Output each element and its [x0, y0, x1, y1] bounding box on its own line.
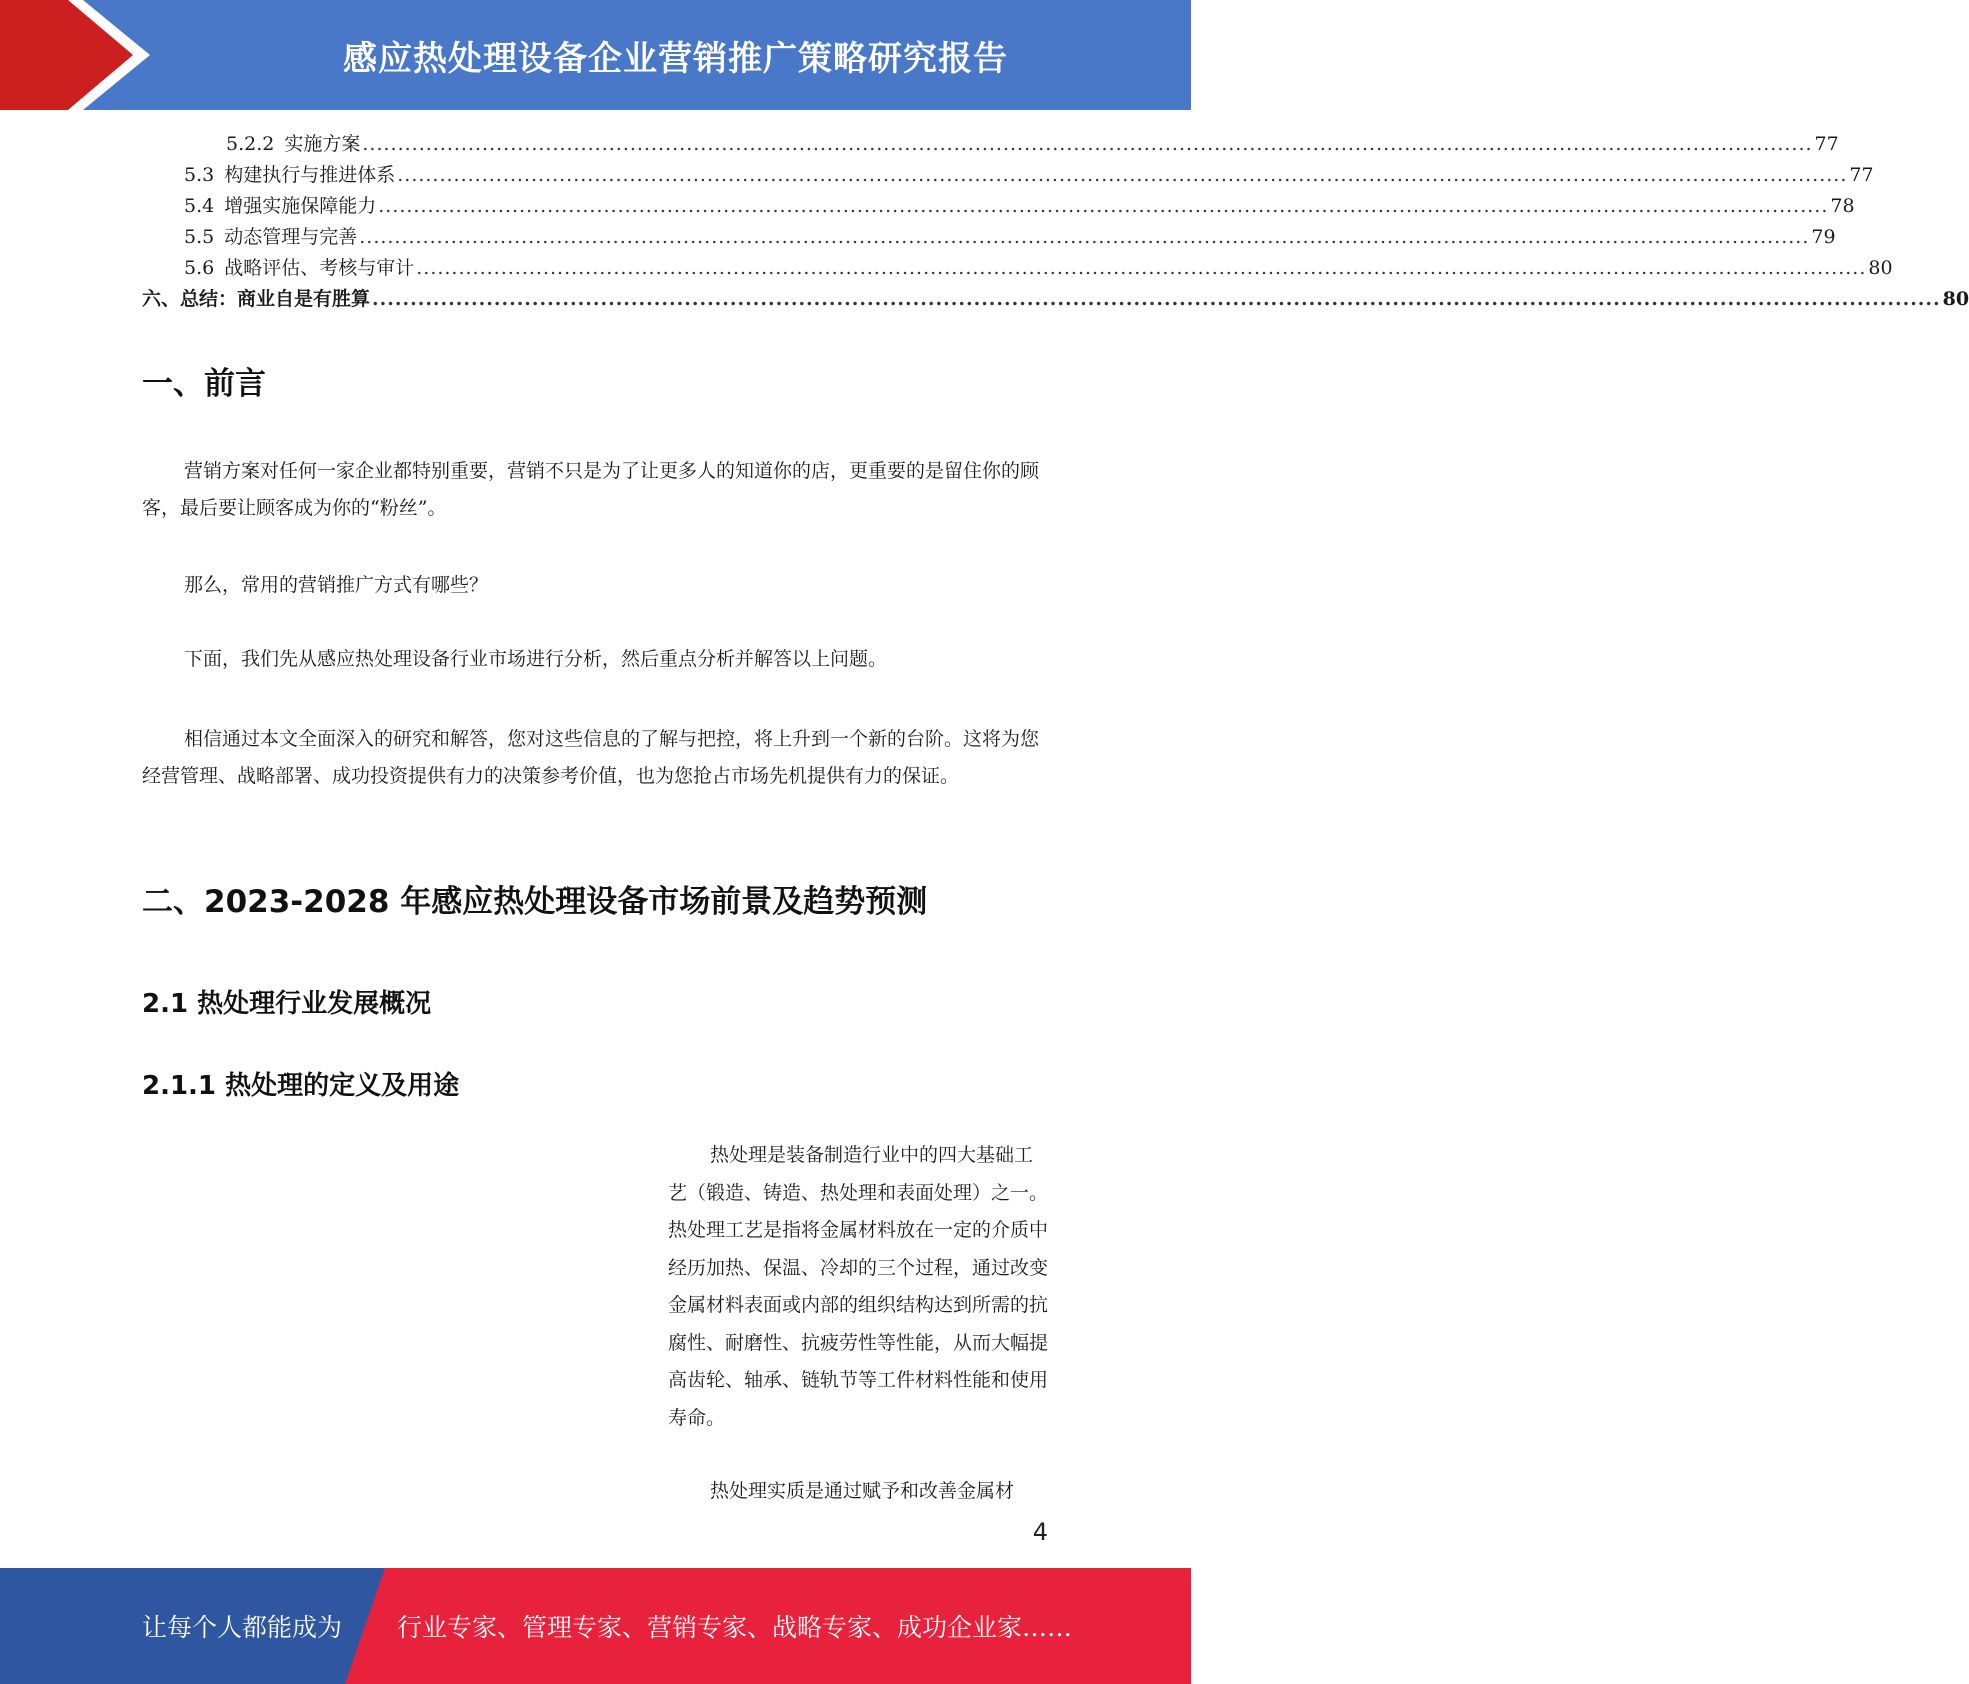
preface-paragraph-2: 那么，常用的营销推广方式有哪些？: [184, 574, 489, 596]
toc-entry-number: 5.6: [184, 257, 215, 279]
toc-entry-page: 80: [1868, 257, 1893, 279]
header-chevron-decoration: [0, 0, 150, 110]
subsection-heading-2-1-1: 2.1.1 热处理的定义及用途: [142, 1071, 460, 1101]
preface-paragraph-1: 营销方案对任何一家企业都特别重要，营销不只是为了让更多人的知道你的店，更重要的是留住你的顾客，最后要让顾客成为你的“粉丝”。: [142, 460, 1040, 519]
toc-leader-dots: ..............................................................................................................................................................................................................: [359, 226, 1810, 248]
page-header: [0, 0, 1191, 110]
definition-paragraph-1: 热处理是装备制造行业中的四大基础工艺（锻造、铸造、热处理和表面处理）之一。热处理工艺是指将金属材料放在一定的介质中经历加热、保温、冷却的三个过程，通过改变金属材料表面或内部的组织结构达到所需的抗腐性、耐磨性、抗疲劳性等性能，从而大幅提高齿轮、轴承、链轨节等工件材料性能和使用寿命。: [668, 1144, 1049, 1429]
toc-entry-page: 77: [1849, 164, 1874, 186]
toc-leader-dots: ..............................................................................................................................................................................................................: [362, 133, 1813, 155]
table-of-contents: [142, 129, 1969, 315]
toc-entry-5-2-2[interactable]: [142, 129, 1839, 160]
toc-entry-number: 5.4: [184, 195, 215, 217]
footer-slogan: 让每个人都能成为: [142, 1613, 343, 1642]
toc-entry-5-3[interactable]: [142, 160, 1874, 191]
subsection-heading-2-1: 2.1 热处理行业发展概况: [142, 989, 432, 1019]
toc-entry-number: 5.3: [184, 164, 215, 186]
toc-entry-title: 动态管理与完善: [224, 226, 358, 248]
toc-entry-page: 77: [1814, 133, 1839, 155]
section-heading-market-outlook: 二、2023-2028 年感应热处理设备市场前景及趋势预测: [142, 884, 928, 920]
preface-paragraph-3: 下面，我们先从感应热处理设备行业市场进行分析，然后重点分析并解答以上问题。: [184, 648, 888, 670]
toc-entry-5-4[interactable]: [142, 191, 1855, 222]
footer-roles: 行业专家、管理专家、营销专家、战略专家、成功企业家……: [397, 1613, 1073, 1642]
toc-entry-5-5[interactable]: [142, 222, 1836, 253]
toc-entry-number: 5.2.2: [226, 133, 275, 155]
toc-entry-chapter-6[interactable]: [142, 284, 1969, 315]
toc-leader-dots: ..............................................................................................................................................................................................................: [378, 195, 1829, 217]
toc-entry-5-6[interactable]: [142, 253, 1893, 284]
toc-entry-title: 构建执行与推进体系: [224, 164, 396, 186]
toc-leader-dots: ..............................................................................................................................................................................................................: [372, 288, 1941, 310]
toc-entry-page: 79: [1811, 226, 1836, 248]
toc-entry-page: 80: [1942, 288, 1969, 310]
toc-leader-dots: ..............................................................................................................................................................................................................: [397, 164, 1848, 186]
toc-entry-title: 六、总结：商业自是有胜算: [142, 288, 371, 310]
toc-entry-page: 78: [1830, 195, 1855, 217]
page-number: 4: [1032, 1518, 1048, 1546]
toc-entry-number: 5.5: [184, 226, 215, 248]
preface-paragraph-4: 相信通过本文全面深入的研究和解答，您对这些信息的了解与把控，将上升到一个新的台阶。这将为您经营管理、战略部署、成功投资提供有力的决策参考价值，也为您抢占市场先机提供有力的保证。: [142, 728, 1040, 787]
toc-entry-title: 战略评估、考核与审计: [224, 257, 415, 279]
toc-leader-dots: ..............................................................................................................................................................................................................: [416, 257, 1867, 279]
definition-paragraph-2: 热处理实质是通过赋予和改善金属材: [710, 1480, 1015, 1502]
toc-entry-title: 实施方案: [284, 133, 361, 155]
toc-entry-title: 增强实施保障能力: [224, 195, 377, 217]
report-title: 感应热处理设备企业营销推广策略研究报告: [343, 38, 1008, 79]
section-heading-preface: 一、前言: [142, 366, 266, 402]
page-footer: [0, 1568, 1191, 1684]
